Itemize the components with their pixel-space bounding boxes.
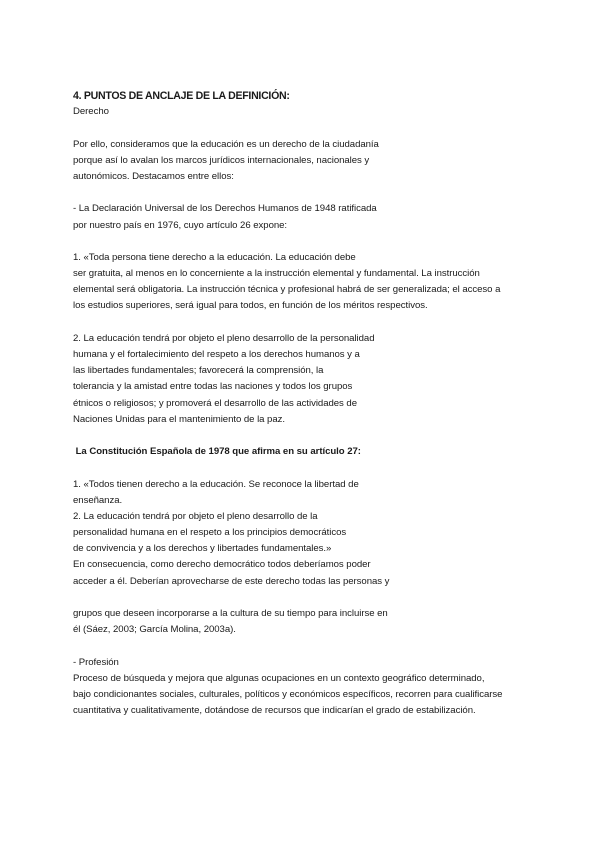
paragraph-line: Proceso de búsqueda y mejora que algunas ocupaciones en un contexto geográfico determinado, bbox=[73, 672, 485, 684]
paragraph-line: 1. «Todos tienen derecho a la educación. Se reconoce la libertad de bbox=[73, 478, 359, 490]
constitucion-heading: La Constitución Española de 1978 que afirma en su artículo 27: bbox=[73, 446, 361, 458]
spacer bbox=[73, 315, 533, 331]
paragraph-line: Naciones Unidas para el mantenimiento de la paz. bbox=[73, 413, 285, 425]
paragraph-line: elemental será obligatoria. La instrucción técnica y profesional habrá de ser generalizada; el acceso a bbox=[73, 284, 501, 296]
paragraph-line: grupos que deseen incorporarse a la cultura de su tiempo para incluirse en bbox=[73, 608, 388, 619]
section-heading: 4. PUNTOS DE ANCLAJE DE LA DEFINICIÓN: bbox=[73, 90, 290, 102]
paragraph-line: autonómicos. Destacamos entre ellos: bbox=[73, 170, 234, 182]
paragraph-line: - La Declaración Universal de los Derechos Humanos de 1948 ratificada bbox=[73, 203, 377, 215]
article-26-point-2 bbox=[73, 331, 533, 428]
paragraph-line: porque así lo avalan los marcos jurídicos internacionales, nacionales y bbox=[73, 154, 370, 166]
article-26-point-1 bbox=[73, 250, 533, 315]
paragraph-line: acceder a él. Deberían aprovecharse de este derecho todas las personas y bbox=[73, 575, 390, 587]
spacer bbox=[73, 428, 533, 444]
paragraph-line: tolerancia y la amistad entre todas las naciones y todos los grupos bbox=[73, 381, 353, 393]
spacer bbox=[73, 590, 533, 606]
paragraph-line: ser gratuita, al menos en lo concerniente a la instrucción elemental y fundamental. La instrucción bbox=[73, 268, 480, 280]
profesion-paragraph bbox=[73, 671, 533, 720]
paragraph-line: él (Sáez, 2003; García Molina, 2003a). bbox=[73, 624, 236, 636]
subheading-profesion: - Profesión bbox=[73, 656, 119, 668]
paragraph-line: 2. La educación tendrá por objeto el pleno desarrollo de la personalidad bbox=[73, 332, 375, 344]
paragraph-line: las libertades fundamentales; favorecerá la comprensión, la bbox=[73, 365, 324, 377]
paragraph-line: Por ello, consideramos que la educación es un derecho de la ciudadanía bbox=[73, 138, 379, 150]
paragraph-line: 1. «Toda persona tiene derecho a la educación. La educación debe bbox=[73, 251, 356, 263]
declaracion-paragraph bbox=[73, 201, 533, 233]
paragraph-line: étnicos o religiosos; y promoverá el desarrollo de las actividades de bbox=[73, 397, 357, 409]
paragraph-line: los estudios superiores, será igual para todos, en función de los méritos respectivos. bbox=[73, 300, 428, 312]
paragraph-line: enseñanza. bbox=[73, 494, 123, 506]
paragraph-line: por nuestro país en 1976, cuyo artículo 26 expone: bbox=[73, 219, 288, 231]
paragraph-line: En consecuencia, como derecho democrático todos deberíamos poder bbox=[73, 559, 371, 571]
grupos-paragraph bbox=[73, 606, 533, 638]
paragraph-line: de convivencia y a los derechos y libertades fundamentales.» bbox=[73, 543, 332, 555]
spacer bbox=[73, 460, 533, 476]
spacer bbox=[73, 185, 533, 201]
document-page bbox=[73, 88, 533, 719]
spacer bbox=[73, 638, 533, 654]
intro-paragraph bbox=[73, 137, 533, 186]
article-27-paragraph bbox=[73, 477, 533, 590]
paragraph-line: humana y el fortalecimiento del respeto a los derechos humanos y a bbox=[73, 349, 360, 360]
paragraph-line: cuantitativa y cualitativamente, dotándose de recursos que indicarían el grado de estabilización. bbox=[73, 705, 476, 717]
subheading-derecho: Derecho bbox=[73, 106, 109, 118]
paragraph-line: bajo condicionantes sociales, culturales, políticos y económicos específicos, recorren para cualificarse bbox=[73, 688, 503, 700]
spacer bbox=[73, 120, 533, 136]
paragraph-line: 2. La educación tendrá por objeto el pleno desarrollo de la bbox=[73, 510, 318, 522]
paragraph-line: personalidad humana en el respeto a los principios democráticos bbox=[73, 527, 347, 539]
spacer bbox=[73, 234, 533, 250]
